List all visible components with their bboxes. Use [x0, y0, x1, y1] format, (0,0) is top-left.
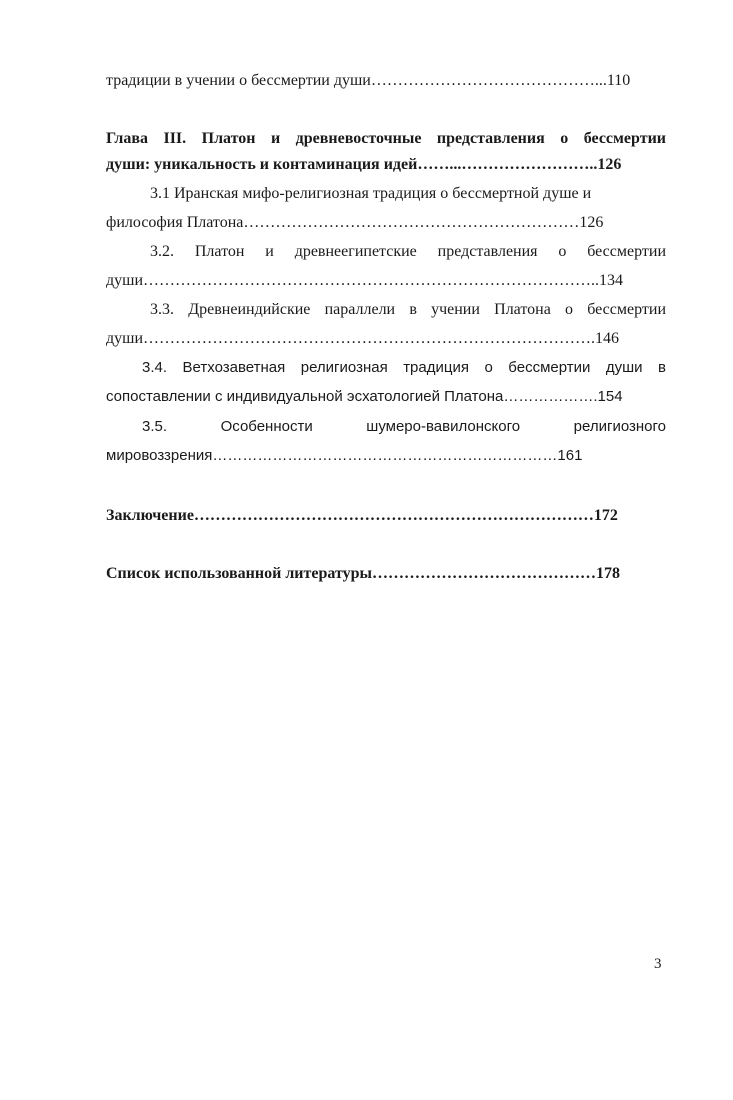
toc-section-3-5-line2: мировоззрения……………………………………………………………161 [106, 447, 583, 464]
toc-chapter3-title-line2: души: уникальность и контаминация идей……...……………………..126 [106, 156, 622, 173]
toc-conclusion: Заключение…………………………………………………………………172 [106, 507, 618, 524]
toc-section-3-5-line1: 3.5. Особенности шумеро-вавилонского религиозного [142, 418, 666, 435]
toc-section-3-3-line1: 3.3. Древнеиндийские параллели в учении Платона о бессмертии [150, 301, 666, 318]
toc-section-3-4-line2: сопоставлении с индивидуальной эсхатологией Платона……………….154 [106, 388, 623, 405]
page-number: 3 [654, 956, 662, 972]
toc-bibliography: Список использованной литературы……………………………………178 [106, 565, 620, 582]
toc-section-3-1-line2: философия Платона………………………………………………………126 [106, 214, 604, 231]
toc-section-3-1-line1: 3.1 Иранская мифо-религиозная традиция о бессмертной душе и [150, 185, 592, 202]
toc-section-3-3-line2: души………………………………………………………………………….146 [106, 330, 620, 347]
toc-section-3-2-line2: души…………………………………………………………………………..134 [106, 272, 624, 289]
toc-section-3-2-line1: 3.2. Платон и древнеегипетские представления о бессмертии [150, 243, 666, 260]
toc-line-chapter2-continuation: традиции в учении о бессмертии души……………………………………...110 [106, 72, 631, 89]
toc-section-3-4-line1: 3.4. Ветхозаветная религиозная традиция о бессмертии души в [142, 359, 666, 376]
table-of-contents [106, 0, 666, 1100]
toc-chapter3-title-line1: Глава III. Платон и древневосточные представления о бессмертии [106, 130, 666, 147]
